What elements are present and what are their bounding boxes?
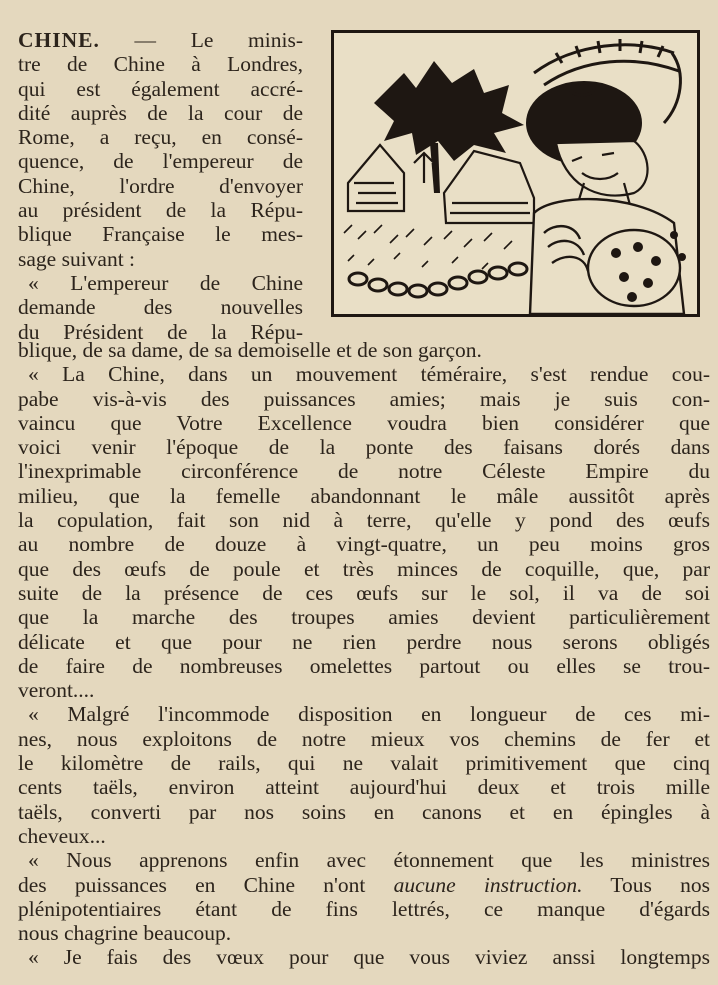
- article-line: « Malgré l'incommode disposition en longueur de ces mi-: [28, 702, 710, 727]
- article-line: taëls, converti par nos soins en canons et en épingles à: [18, 799, 710, 824]
- article-line: « Je fais des vœux pour que vous viviez anssi longtemps: [28, 945, 710, 970]
- article-line: vaincu que Votre Excellence voudra bien considérer que: [18, 410, 710, 435]
- article-line: voici venir l'époque de la ponte des faisans dorés dans: [18, 435, 710, 460]
- article-line: délicate et que pour ne rien perdre nous serons obligés: [18, 629, 710, 654]
- article-line: la copulation, fait son nid à terre, qu'elle y pond des œufs: [18, 508, 710, 533]
- article-line: « La Chine, dans un mouvement téméraire, s'est rendue cou-: [28, 362, 710, 387]
- article-line: nes, nous exploitons de notre mieux vos chemins de fer et: [18, 726, 710, 751]
- article-line: quence, de l'empereur de: [18, 149, 303, 174]
- article-line: Rome, a reçu, en consé-: [18, 125, 303, 150]
- article-line: pabe vis-à-vis des puissances amies; mais je suis con-: [18, 386, 710, 411]
- article-line: de faire de nombreuses omelettes partout ou elles se trou-: [18, 653, 710, 678]
- article-line: au nombre de douze à vingt-quatre, un peu moins gros: [18, 532, 710, 557]
- article-line: « L'empereur de Chine: [28, 270, 303, 295]
- article-line: l'inexprimable circonférence de notre Céleste Empire du: [18, 459, 710, 484]
- article-line: blique, de sa dame, de sa demoiselle et de son garçon.: [18, 338, 482, 362]
- article-line: veront....: [18, 678, 95, 703]
- article-line: plénipotentiaires étant de fins lettrés, ce manque d'égards: [18, 896, 710, 921]
- article-line: le kilomètre de rails, qui ne valait primitivement que cinq: [18, 751, 710, 776]
- article-body: [18, 338, 710, 970]
- article-line: Chine, l'ordre d'envoyer: [18, 173, 303, 198]
- article-line: que des œufs de poule et très minces de coquille, que, par: [18, 556, 710, 581]
- article-line: qui est également accré-: [18, 76, 303, 101]
- article-line: des puissances en Chine n'ont aucune instruction. Tous nos: [18, 872, 710, 897]
- illustration-drawing: [334, 33, 697, 314]
- article-line: CHINE. — Le minis-: [18, 28, 303, 52]
- article-line: cents taëls, environ atteint aujourd'hui deux et trois mille: [18, 775, 710, 800]
- mandarin-illustration: [331, 30, 700, 317]
- article-line: dité auprès de la cour de: [18, 100, 303, 125]
- article-line: demande des nouvelles: [18, 295, 303, 320]
- mandarin-robe: [530, 199, 684, 314]
- article-line: au président de la Répu-: [18, 198, 303, 223]
- article-line: tre de Chine à Londres,: [18, 52, 303, 77]
- article-intro-column: [18, 28, 303, 344]
- article-line: milieu, que la femelle abandonnant le mâle aussitôt après: [18, 483, 710, 508]
- article-line: cheveux...: [18, 823, 106, 848]
- article-heading: CHINE.: [18, 28, 100, 52]
- article-line: blique Française le mes-: [18, 222, 303, 247]
- article-line: que la marche des troupes amies devient particulièrement: [18, 605, 710, 630]
- article-line: nous chagrine beaucoup.: [18, 921, 232, 946]
- article-line: « Nous apprenons enfin avec étonnement que les ministres: [28, 848, 710, 873]
- italic-phrase: aucune instruction.: [393, 872, 583, 897]
- article-line: sage suivant :: [18, 246, 136, 271]
- article-line: suite de la présence de ces œufs sur le sol, il va de soi: [18, 580, 710, 605]
- article-line: du Président de la Répu-: [18, 319, 303, 344]
